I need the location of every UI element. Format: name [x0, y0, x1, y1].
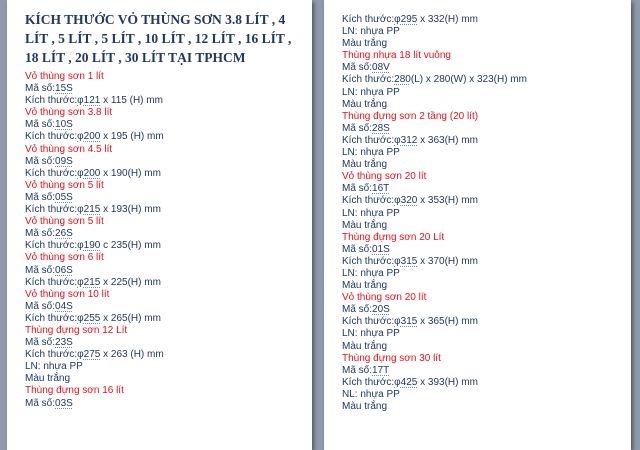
- spec-value: φ315: [394, 316, 418, 328]
- spec-text: Kích thước:: [342, 316, 395, 328]
- spec-line: [342, 135, 527, 147]
- spec-text: Kích thước:: [25, 131, 78, 143]
- product-heading: Vỏ thùng sơn 10 lít: [25, 288, 110, 300]
- product-heading: Thùng đựng sơn 16 lít: [25, 385, 124, 397]
- spec-value: φ315: [394, 255, 418, 267]
- spec-line: [25, 337, 164, 349]
- product-heading: Thùng đựng sơn 20 Lít: [342, 231, 445, 243]
- spec-value: φ295: [394, 14, 418, 25]
- spec-value: 05S: [55, 191, 73, 203]
- spec-line: [342, 183, 527, 195]
- spec-line: [25, 398, 164, 410]
- product-heading: Vỏ thùng sơn 5 lít: [25, 179, 104, 191]
- spec-text: x 193(H) mm: [100, 204, 161, 216]
- spec-line: [25, 228, 164, 240]
- spec-text: Mã số:: [342, 122, 373, 134]
- spec-value: φ121: [77, 95, 101, 107]
- spec-text: x 115 (H) mm: [100, 95, 163, 107]
- spec-text: x 225(H) mm: [100, 276, 161, 288]
- product-heading: Thùng nhựa 18 lít vuông: [342, 50, 451, 62]
- product-heading: Vỏ thùng sơn 4.5 lít: [25, 143, 113, 155]
- spec-line: LN: nhựa PP: [25, 361, 83, 373]
- spec-text: x 353(H) mm: [417, 195, 478, 207]
- spec-line: [25, 349, 164, 361]
- spec-text: Mã số:: [25, 155, 56, 167]
- spec-value: 04S: [55, 300, 73, 312]
- product-heading: Thùng đựng sơn 30 lít: [342, 352, 441, 364]
- product-heading: Vỏ thùng sơn 5 lít: [25, 216, 104, 228]
- spec-line: [342, 74, 527, 86]
- spec-text: Mã số:: [25, 397, 56, 409]
- spec-text: Kích thước:: [25, 276, 78, 288]
- spec-value: 01S: [372, 243, 390, 255]
- product-heading: Vỏ thùng sơn 3.8 lít: [25, 107, 113, 119]
- spec-line: [342, 123, 527, 135]
- spec-text: Kích thước:: [25, 167, 78, 179]
- spec-line: LN: nhựa PP: [342, 147, 400, 159]
- spec-text: x 332(H) mm: [417, 14, 478, 25]
- spec-line: Màu trắng: [342, 38, 388, 50]
- spec-value: 10S: [55, 119, 73, 131]
- spec-value: φ215: [77, 204, 101, 216]
- spec-line: [25, 156, 164, 168]
- spec-line: [25, 119, 164, 131]
- spec-value: 08V: [372, 62, 390, 74]
- spec-value: φ215: [77, 276, 101, 288]
- spec-text: x 365(H) mm: [417, 316, 478, 328]
- document-title: KÍCH THƯỚC VỎ THÙNG SƠN 3.8 LÍT , 4 LÍT , 5 LÍT , 5 LÍT , 10 LÍT , 12 LÍT , 16 LÍT , 18 LÍT , 20 LÍT , 30 LÍT TẠI TPHCM: [25, 12, 292, 65]
- spec-text: Mã số:: [342, 243, 373, 255]
- spec-value: φ275: [77, 349, 101, 361]
- spec-line: [342, 377, 527, 389]
- right-text-lines: [342, 14, 527, 413]
- spec-text: x 363(H) mm: [417, 134, 478, 146]
- spec-line: Màu trắng: [342, 159, 388, 171]
- spec-line: [25, 265, 164, 277]
- spec-text: Kích thước:: [25, 204, 78, 216]
- spec-text: Kích thước:: [342, 74, 395, 86]
- spec-line: [25, 192, 164, 204]
- spec-value: 20S: [372, 304, 390, 316]
- spec-value: φ200: [77, 131, 101, 143]
- spec-value: φ200: [77, 167, 101, 179]
- spec-value: 23S: [55, 337, 73, 349]
- spec-value: 15S: [55, 83, 73, 95]
- spec-line: LN: nhựa PP: [342, 267, 400, 279]
- spec-value: 17T: [372, 364, 390, 376]
- spec-line: [342, 14, 527, 26]
- product-heading: Thùng đựng sơn 2 tầng (20 lít): [342, 110, 479, 122]
- product-heading: Vỏ thùng sơn 1 lít: [25, 71, 104, 82]
- spec-text: Mã số:: [25, 337, 56, 349]
- spec-line: [25, 204, 164, 216]
- left-text-lines: [25, 71, 164, 410]
- spec-text: Mã số:: [342, 62, 373, 74]
- spec-text: Kích thước:: [25, 95, 78, 107]
- document-page-right: [324, 0, 631, 450]
- spec-line: LN: nhựa PP: [342, 328, 400, 340]
- spec-text: x 265(H) mm: [100, 312, 161, 324]
- spec-text: c 235(H) mm: [100, 240, 161, 252]
- spec-line: [342, 62, 527, 74]
- spec-line: [25, 95, 164, 107]
- spec-value: φ312: [394, 134, 418, 146]
- spec-text: Kích thước:: [25, 240, 78, 252]
- spec-text: Mã số:: [342, 183, 373, 195]
- spec-text: x 190(H) mm: [100, 167, 161, 179]
- spec-value: φ255: [77, 312, 101, 324]
- spec-line: [25, 277, 164, 289]
- spec-line: [25, 313, 164, 325]
- spec-line: [342, 304, 527, 316]
- spec-line: Màu trắng: [342, 219, 388, 231]
- spec-text: Kích thước:: [342, 255, 395, 267]
- product-heading: Thùng đựng sơn 12 Lít: [25, 324, 128, 336]
- spec-line: [25, 131, 164, 143]
- spec-line: [342, 195, 527, 207]
- spec-line: [342, 365, 527, 377]
- product-heading: Vỏ thùng sơn 20 lít: [342, 171, 427, 183]
- spec-value: 03S: [55, 397, 73, 409]
- spec-value: 06S: [55, 264, 73, 276]
- spec-line: Màu trắng: [342, 98, 388, 110]
- spec-text: Kích thước:: [25, 312, 78, 324]
- spec-text: Mã số:: [342, 304, 373, 316]
- spec-text: Kích thước:: [342, 195, 395, 207]
- spec-line: [25, 240, 164, 252]
- product-heading: Vỏ thùng sơn 20 lít: [342, 292, 427, 304]
- spec-text: x 370(H) mm: [417, 255, 478, 267]
- spec-text: Mã số:: [25, 83, 56, 95]
- spec-text: x 263 (H) mm: [100, 349, 164, 361]
- spec-line: [25, 168, 164, 180]
- spec-line: Màu trắng: [342, 340, 388, 352]
- spec-text: (L) x 280(W) x 323(H) mm: [410, 74, 527, 86]
- spec-text: Kích thước:: [342, 376, 395, 388]
- product-heading: Vỏ thùng sơn 6 lít: [25, 252, 104, 264]
- spec-line: Màu trắng: [342, 280, 388, 292]
- spec-text: Kích thước:: [25, 349, 78, 361]
- spec-text: Mã số:: [342, 364, 373, 376]
- spec-value: φ425: [394, 376, 418, 388]
- spec-text: Mã số:: [25, 119, 56, 131]
- spec-line: [25, 301, 164, 313]
- spec-line: [342, 316, 527, 328]
- document-page-left: [7, 0, 312, 450]
- spec-text: Mã số:: [25, 228, 56, 240]
- spec-value: 28S: [372, 122, 390, 134]
- spec-value: φ320: [394, 195, 418, 207]
- spec-line: [25, 83, 164, 95]
- spec-line: LN: nhựa PP: [342, 26, 400, 38]
- spec-line: [342, 256, 527, 268]
- spec-text: Kích thước:: [342, 134, 395, 146]
- spec-line: NL: nhựa PP: [342, 388, 400, 400]
- spec-text: x 195 (H) mm: [100, 131, 164, 143]
- spec-value: 16T: [372, 183, 390, 195]
- spec-value: φ190: [77, 240, 101, 252]
- spec-line: [342, 244, 527, 256]
- spec-text: Mã số:: [25, 264, 56, 276]
- spec-text: Mã số:: [25, 191, 56, 203]
- spec-value: 26S: [55, 228, 73, 240]
- spec-line: LN: nhựa PP: [342, 86, 400, 98]
- spec-line: Màu trắng: [25, 373, 71, 385]
- spec-text: Kích thước:: [342, 14, 395, 25]
- spec-text: x 393(H) mm: [417, 376, 478, 388]
- spec-line: LN: nhựa PP: [342, 207, 400, 219]
- spec-value: 09S: [55, 155, 73, 167]
- spec-value: 280: [394, 74, 411, 86]
- spec-text: Mã số:: [25, 300, 56, 312]
- spec-line: Màu trắng: [342, 401, 388, 412]
